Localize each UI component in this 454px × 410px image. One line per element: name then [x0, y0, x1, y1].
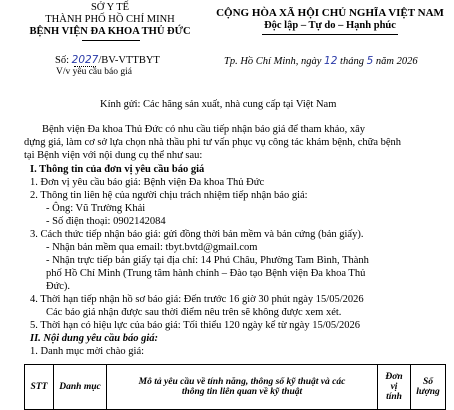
col-unit-line-1: Đơn: [385, 372, 403, 382]
paper-address-3: Đức).: [46, 281, 71, 292]
doc-number-label: Số:: [55, 55, 70, 66]
doc-number: [55, 54, 160, 66]
date-line: [224, 55, 418, 67]
paper-address-1: - Nhận trực tiếp bản giấy tại địa chỉ: 14 Phú Châu, Phường Tam Bình, Thành: [46, 255, 369, 266]
subject-line: V/v yêu cầu báo giá: [56, 67, 132, 77]
section2-item1: 1. Danh mục mời chào giá:: [30, 346, 145, 357]
doc-number-handwritten: 2027: [71, 54, 99, 66]
late-note: Các báo giá nhận được sau thời điểm nêu trên sẽ không được xem xét.: [46, 307, 342, 318]
section1-item2: 2. Thông tin liên hệ của người chịu trách nhiệm tiếp nhận báo giá:: [30, 190, 308, 201]
hospital-name: BỆNH VIỆN ĐA KHOA THỦ ĐỨC: [29, 26, 191, 37]
section1-item4: 4. Thời hạn tiếp nhận hồ sơ báo giá: Đến trước 16 giờ 30 phút ngày 15/05/2026: [30, 294, 364, 305]
city-line: THÀNH PHỐ HỒ CHÍ MINH: [45, 14, 175, 25]
contact-phone: - Số điện thoại: 0902142084: [46, 216, 166, 227]
col-description: [107, 365, 378, 410]
nation-title: CỘNG HÒA XÃ HỘI CHỦ NGHĨA VIỆT NAM: [216, 7, 444, 19]
date-prefix: Tp. Hồ Chí Minh, ngày: [224, 56, 322, 67]
intro-line-1: Bệnh viện Đa khoa Thủ Đức có nhu cầu tiếp nhận báo giá để tham khảo, xây: [42, 124, 366, 135]
col-quantity-line-2: lượng: [416, 387, 440, 397]
left-divider: [82, 40, 140, 41]
section1-item1: 1. Đơn vị yêu cầu báo giá: Bệnh viện Đa khoa Thủ Đức: [30, 177, 265, 188]
greeting: Kính gửi: Các hãng sản xuất, nhà cung cấp tại Việt Nam: [100, 99, 337, 110]
intro-line-2: dựng giá, làm cơ sở lựa chọn nhà thầu phi tư vấn phục vụ công tác khám bệnh, chữa bệnh: [24, 137, 402, 148]
col-unit-line-2: vị: [390, 382, 398, 392]
contact-name: - Ông: Vũ Trường Khải: [46, 203, 146, 214]
paper-address-2: phố Hồ Chí Minh (Trung tâm hành chính – Đào tạo Bệnh viện Đa khoa Thủ: [46, 268, 366, 279]
section1-item5: 5. Thời hạn có hiệu lực của báo giá: Tối thiểu 120 ngày kể từ ngày 15/05/2026: [30, 320, 361, 331]
col-quantity-line-1: Số: [422, 377, 434, 387]
motto: Độc lập – Tự do – Hạnh phúc: [264, 20, 396, 31]
quotation-table: [24, 364, 446, 410]
email-line: - Nhận bản mềm qua email: tbyt.bvtd@gmail.com: [46, 242, 258, 253]
section2-title: II. Nội dung yêu cầu báo giá:: [30, 333, 159, 344]
date-month: 5: [366, 55, 374, 67]
section1-title: I. Thông tin của đơn vị yêu cầu báo giá: [30, 164, 205, 175]
col-description-line-2: thông tin liên quan về kỹ thuật: [181, 387, 303, 397]
table-header-row: [25, 365, 446, 410]
doc-number-suffix: /BV-VTTBYT: [98, 55, 160, 66]
col-unit-line-3: tính: [386, 392, 402, 402]
col-description-line-1: Mô tả yêu cầu về tính năng, thông số kỹ thuật và các: [138, 377, 346, 387]
date-month-label: tháng: [340, 56, 364, 67]
col-stt: STT: [25, 365, 54, 410]
date-day: 12: [324, 55, 338, 67]
section1-item3: 3. Cách thức tiếp nhận báo giá: gửi đồng thời bản mềm và bản cứng (bản giấy).: [30, 229, 364, 240]
date-year: năm 2026: [375, 56, 418, 67]
col-name: Danh mục: [54, 365, 107, 410]
intro-line-3: tại Bệnh viện với nội dung cụ thể như sau:: [24, 150, 203, 161]
col-quantity: [411, 365, 446, 410]
agency-line: SỞ Y TẾ: [90, 2, 130, 13]
right-divider: [262, 34, 398, 35]
col-unit: [378, 365, 411, 410]
